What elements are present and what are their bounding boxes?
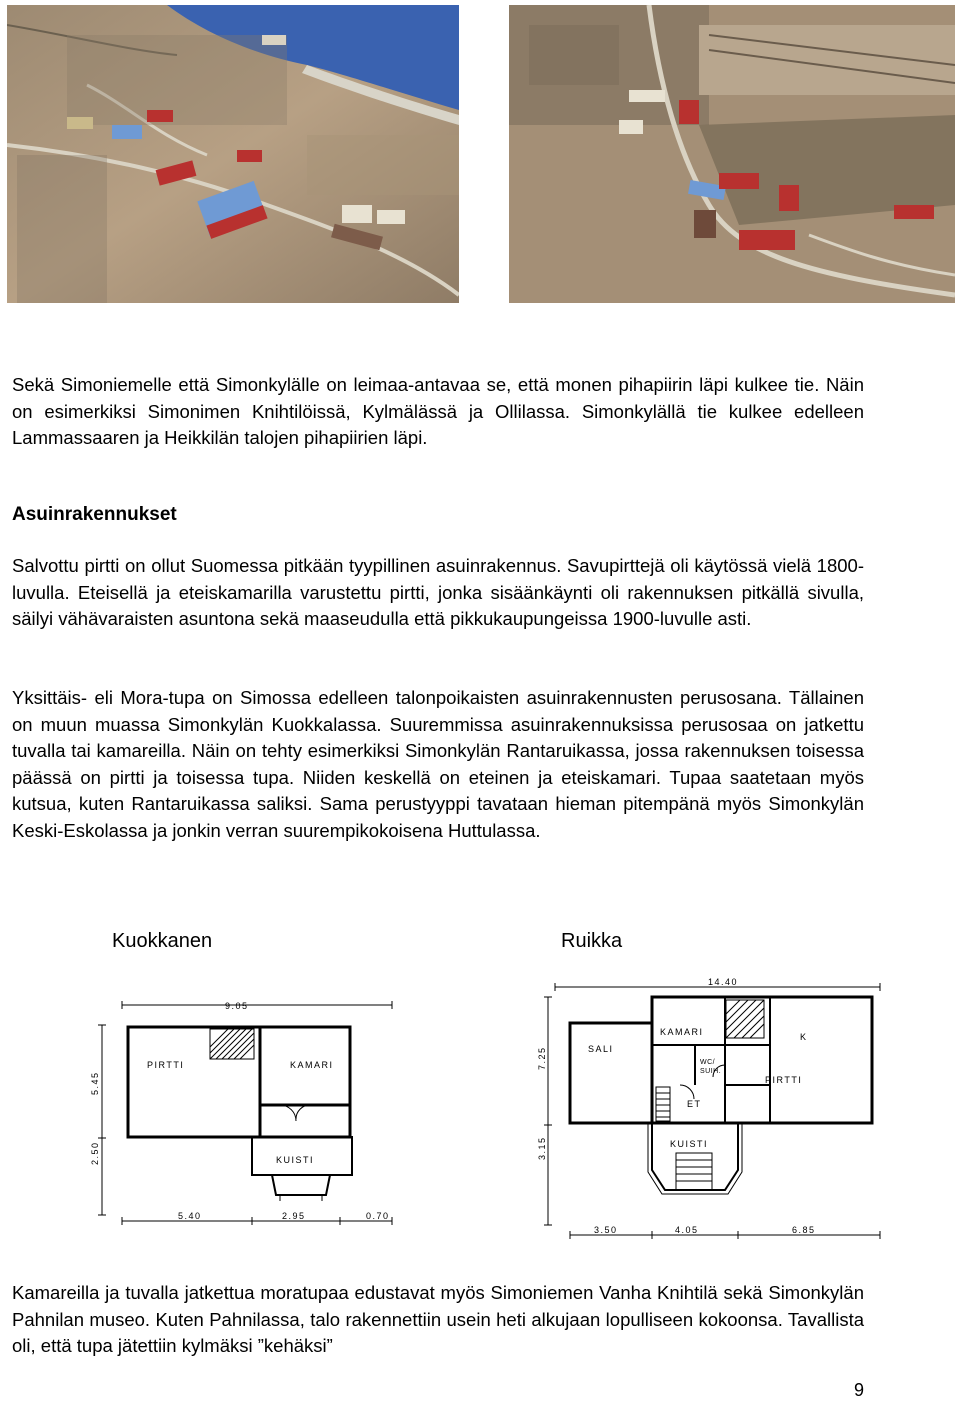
section-heading: Asuinrakennukset: [12, 504, 177, 525]
plan-caption-kuokkanen: Kuokkanen: [112, 930, 213, 952]
room-wc: WC/: [700, 1059, 716, 1066]
dim-left-upper: 7.25: [537, 1046, 547, 1070]
dim-top: 9.05: [225, 1001, 249, 1011]
dim-left-lower: 3.15: [537, 1136, 547, 1160]
dim-bottom-2: 4.05: [675, 1225, 699, 1235]
paragraph-3: Kamareilla ja tuvalla jatkettua moratupaa edustavat myös Simoniemen Vanha Knihtilä sekä Simonkylän Pahnilan museo. Kuten Pahnilassa, talo rakennettiin usein heti alkujaan lopulliseen kokoonsa. Tavallista oli, että tupa jätettiin kylmäksi ”kehäksi”: [12, 1282, 864, 1356]
room-pirtti: PIRTTI: [147, 1060, 185, 1070]
dim-top: 14.40: [708, 977, 739, 987]
dim-left-lower: 2.50: [90, 1141, 100, 1165]
dim-bottom-3: 6.85: [792, 1225, 816, 1235]
dim-bottom-1: 3.50: [594, 1225, 618, 1235]
room-kamari: KAMARI: [660, 1027, 704, 1037]
dim-left-upper: 5.45: [90, 1071, 100, 1095]
floor-plan-ruikka: [530, 975, 890, 1245]
intro-paragraph: Sekä Simoniemelle että Simonkylälle on leimaa-antavaa se, että monen pihapiirin läpi kulkee tie. Näin on esimerkiksi Simonimen Knihtilöissä, Kylmälässä ja Ollilassa. Simonkylällä tie kulkee edelleen Lammassaaren ja Heikkilän talojen pihapiirien läpi.: [12, 374, 864, 448]
aerial-photo-right: [509, 5, 955, 303]
room-kuisti: KUISTI: [276, 1155, 315, 1165]
dim-bottom-1: 5.40: [178, 1211, 202, 1221]
room-et: ET: [687, 1099, 702, 1109]
room-suih: SUIH.: [700, 1068, 722, 1075]
paragraph-2: Yksittäis- eli Mora-tupa on Simossa edelleen talonpoikaisten asuinrakennusten perusosana. Tällainen on muun muassa Simonkylän Kuokkalassa. Suuremmissa asuinrakennuksissa perusosaa on jatkettu tuvalla tai kamareilla. Näin on tehty esimerkiksi Simonkylän Rantaruikassa, jossa rakennuksen toisessa päässä on pirtti ja toisessa tupa. Niiden keskellä on eteinen ja eteiskamari. Tupaa saatetaan myös kutsua, kuten Rantaruikassa saliksi. Sama perustyyppi tavataan hieman pitempänä myös Simonkylän Keski-Eskolassa ja jonkin verran suurempikokoisena Huttulassa.: [12, 687, 864, 841]
room-kamari: KAMARI: [290, 1060, 334, 1070]
aerial-photo-left: [7, 5, 459, 303]
floor-plan-kuokkanen: [80, 995, 410, 1230]
dim-bottom-2: 2.95: [282, 1211, 306, 1221]
page-number: 9: [853, 1380, 864, 1400]
plan-caption-ruikka: Ruikka: [561, 930, 623, 952]
dim-bottom-3: 0.70: [366, 1211, 390, 1221]
paragraph-1: Salvottu pirtti on ollut Suomessa pitkään tyypillinen asuinrakennus. Savupirttejä oli käytössä vielä 1800-luvulla. Eteisellä ja eteiskamarilla varustettu pirtti, jonka sisäänkäynti oli rakennuksen pitkällä sivulla, säilyi vähävaraisten asuntona sekä maaseudulla että pikkukaupungeissa 1900-luvulle asti.: [12, 555, 864, 629]
room-k: K: [800, 1032, 808, 1042]
room-kuisti: KUISTI: [670, 1139, 709, 1149]
room-pirtti: PIRTTI: [765, 1075, 803, 1085]
room-sali: SALI: [588, 1044, 614, 1054]
